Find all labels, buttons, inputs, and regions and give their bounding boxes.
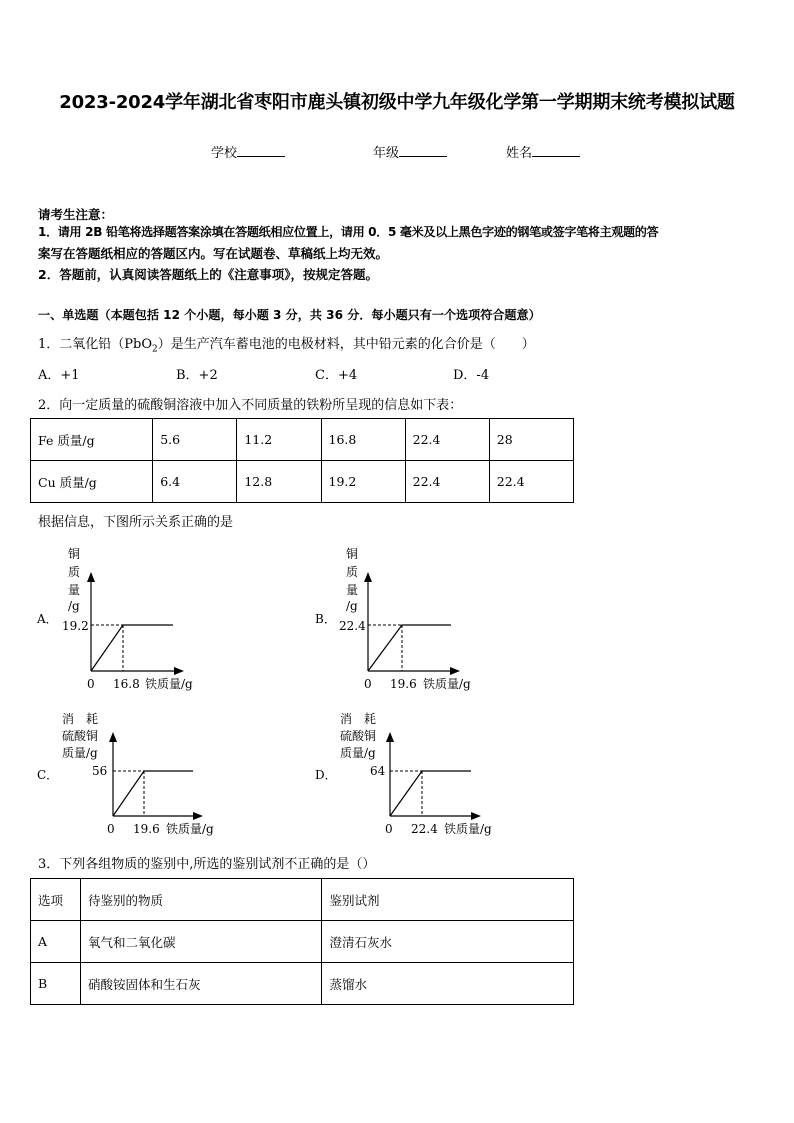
graph-b-ylabel-2: 质 [346, 565, 359, 579]
graph-b-ylabel-1: 铜 [346, 547, 359, 561]
graph-d-ytick: 64 [370, 764, 386, 778]
graph-a-label: A． [37, 612, 58, 626]
graph-a-xlabel: 铁质量/g [145, 677, 193, 691]
graph-a-ylabel-3: 量 [68, 583, 81, 597]
graph-d-x-arrow [471, 812, 481, 820]
table-cell: 待鉴别的物质 [80, 879, 322, 921]
section-heading: 一、单选题（本题包括 12 个小题，每小题 3 分，共 36 分．每小题只有一个选项符合题意） [38, 308, 541, 322]
graph-d-ylabel-2: 硫酸铜 [340, 729, 377, 743]
q2-data-table [30, 418, 574, 503]
graph-b-origin: 0 [364, 677, 372, 691]
graph-c-origin: 0 [107, 822, 115, 836]
page-title: 2023-2024学年湖北省枣阳市鹿头镇初级中学九年级化学第一学期期末统考模拟试题 [59, 92, 735, 113]
graph-b-ylabel-3: 量 [346, 583, 359, 597]
q1-stem-pre: 1．二氧化铅（PbO [38, 337, 152, 352]
table-cell: A [31, 921, 81, 963]
q3-table [30, 878, 574, 1005]
table-cell: 选项 [31, 879, 81, 921]
table-cell: 蒸馏水 [322, 963, 574, 1005]
q1-option-d: D．-4 [453, 368, 490, 383]
graph-a-x-arrow [174, 667, 184, 675]
grade-blank [399, 143, 447, 157]
graph-b-ylabel-4: /g [346, 599, 358, 613]
graph-a-y-arrow [87, 572, 95, 582]
graph-b-ytick: 22.4 [339, 619, 366, 633]
table-row [31, 921, 574, 963]
table-cell: 22.4 [489, 461, 573, 503]
graph-c-label: C． [37, 768, 59, 782]
graph-b-label: B． [315, 612, 336, 626]
graph-c-ytick: 56 [92, 764, 108, 778]
table-cell: Fe 质量/g [31, 419, 153, 461]
table-cell: 硝酸铵固体和生石灰 [80, 963, 322, 1005]
school-label: 学校 [211, 146, 238, 161]
q1-option-a: A．+1 [38, 368, 80, 383]
q1-stem-post: ）是生产汽车蓄电池的电极材料，其中铅元素的化合价是（ ） [157, 337, 535, 352]
table-row [31, 879, 574, 921]
table-cell: 5.6 [153, 419, 237, 461]
graph-a-ylabel-2: 质 [68, 565, 81, 579]
grade-field [373, 142, 447, 161]
graph-c-xtick: 19.6 [133, 822, 160, 836]
table-cell: 22.4 [405, 461, 489, 503]
graph-a-ylabel-4: /g [68, 599, 80, 613]
notice-line-1b: 案写在答题纸相应的答题区内。写在试题卷、草稿纸上均无效。 [38, 246, 389, 261]
table-cell: 12.8 [237, 461, 321, 503]
graph-c-ylabel-2: 硫酸铜 [62, 729, 99, 743]
graph-c-ylabel-1: 消 耗 [62, 712, 99, 726]
graph-d-origin: 0 [385, 822, 393, 836]
q1-option-c: C．+4 [315, 368, 358, 383]
table-cell: 11.2 [237, 419, 321, 461]
table-row [31, 963, 574, 1005]
name-field [506, 142, 580, 161]
graph-d-ylabel-1: 消 耗 [340, 712, 377, 726]
graph-a [30, 540, 230, 700]
table-cell: 19.2 [321, 461, 405, 503]
q1-stem-sub: 2 [152, 344, 158, 355]
question-2-stem: 2．向一定质量的硫酸铜溶液中加入不同质量的铁粉所呈现的信息如下表： [38, 398, 463, 413]
table-cell: 氧气和二氧化碳 [80, 921, 322, 963]
graph-c-x-arrow [193, 812, 203, 820]
question-3-stem: 3．下列各组物质的鉴别中,所选的鉴别试剂不正确的是（） [38, 857, 376, 872]
grade-label: 年级 [373, 146, 400, 161]
graph-a-ytick: 19.2 [62, 619, 89, 633]
table-cell: B [31, 963, 81, 1005]
school-blank [237, 143, 285, 157]
table-cell: 澄清石灰水 [322, 921, 574, 963]
graph-b-x-arrow [450, 667, 460, 675]
table-cell: 22.4 [405, 419, 489, 461]
graph-b-line [368, 625, 451, 671]
q1-option-b: B．+2 [176, 368, 218, 383]
table-row [31, 419, 574, 461]
school-field [211, 142, 285, 161]
graph-c-ylabel-3: 质量/g [62, 746, 98, 760]
graph-a-line [91, 625, 173, 671]
graph-c-line [113, 771, 193, 816]
graph-d-ylabel-3: 质量/g [340, 746, 376, 760]
graph-b-xtick: 19.6 [390, 677, 417, 691]
q2-after-text: 根据信息，下图所示关系正确的是 [38, 515, 234, 530]
table-cell: 16.8 [321, 419, 405, 461]
graph-d-label: D． [315, 768, 337, 782]
graph-b-xlabel: 铁质量/g [423, 677, 471, 691]
graph-b-y-arrow [364, 572, 372, 582]
graph-c [30, 703, 230, 843]
graph-a-origin: 0 [87, 677, 95, 691]
table-cell: 6.4 [153, 461, 237, 503]
notice-line-1a: 1．请用 2B 铅笔将选择题答案涂填在答题纸相应位置上，请用 0．5 毫米及以上黑色字迹的钢笔或签字笔将主观题的答 [38, 225, 659, 239]
notice-heading: 请考生注意： [38, 207, 114, 222]
graph-a-xtick: 16.8 [113, 677, 140, 691]
graph-b [308, 540, 508, 700]
graph-c-y-arrow [109, 732, 117, 742]
graph-d-y-arrow [386, 732, 394, 742]
graph-d-xtick: 22.4 [411, 822, 438, 836]
table-cell: Cu 质量/g [31, 461, 153, 503]
question-1-stem [38, 333, 535, 355]
graph-a-ylabel-1: 铜 [68, 547, 81, 561]
graph-d [308, 703, 508, 843]
table-cell: 鉴别试剂 [322, 879, 574, 921]
table-row [31, 461, 574, 503]
table-cell: 28 [489, 419, 573, 461]
graph-d-line [390, 771, 471, 816]
graph-c-xlabel: 铁质量/g [166, 822, 214, 836]
name-label: 姓名 [506, 146, 533, 161]
name-blank [532, 143, 580, 157]
graph-d-xlabel: 铁质量/g [444, 822, 492, 836]
notice-line-2: 2．答题前，认真阅读答题纸上的《注意事项》，按规定答题。 [38, 267, 378, 282]
